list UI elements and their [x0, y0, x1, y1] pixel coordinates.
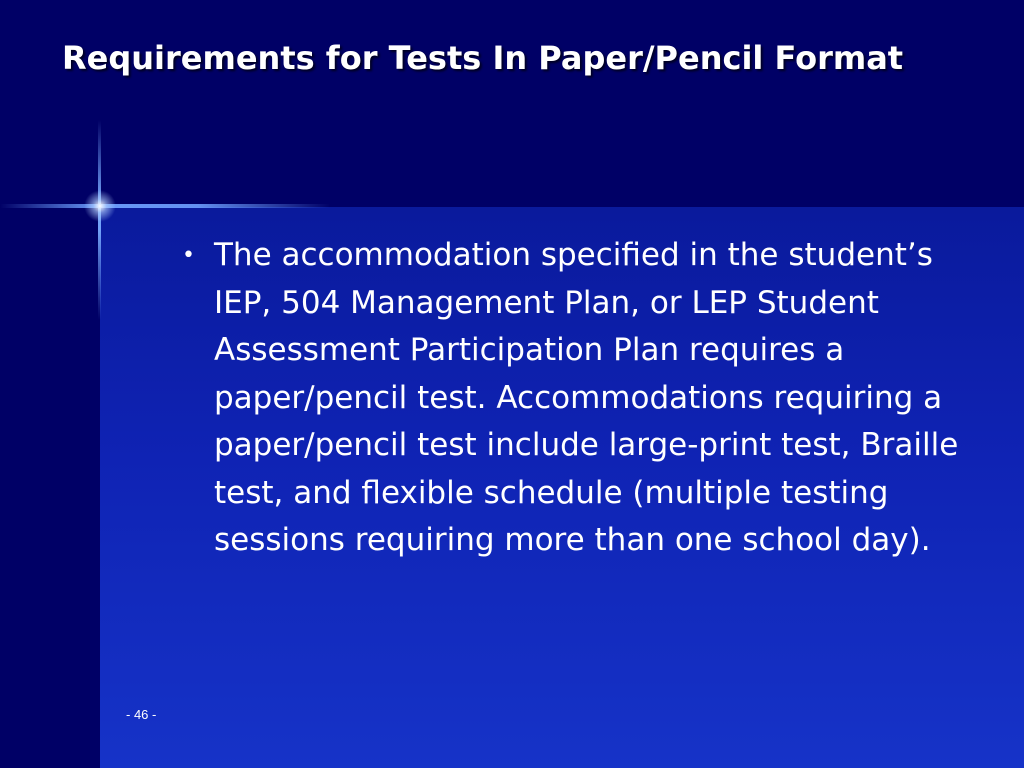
bullet-icon: •	[182, 243, 195, 268]
left-band	[0, 207, 100, 768]
header-band	[0, 0, 1024, 207]
slide-title: Requirements for Tests In Paper/Pencil Format	[62, 39, 904, 77]
bullet-list	[182, 232, 962, 565]
sparkle-icon	[84, 190, 116, 222]
page-number: - 46 -	[126, 707, 157, 722]
horizontal-accent-line	[0, 204, 330, 208]
bullet-item	[182, 232, 962, 565]
bullet-text: The accommodation specified in the student’s IEP, 504 Management Plan, or LEP Student Assessment Participation Plan requires a paper/pencil test. Accommodations requiring a paper/pencil test include large-print test, Braille test, and flexible schedule (multiple testing sessions requiring more than one school day).	[214, 237, 959, 558]
